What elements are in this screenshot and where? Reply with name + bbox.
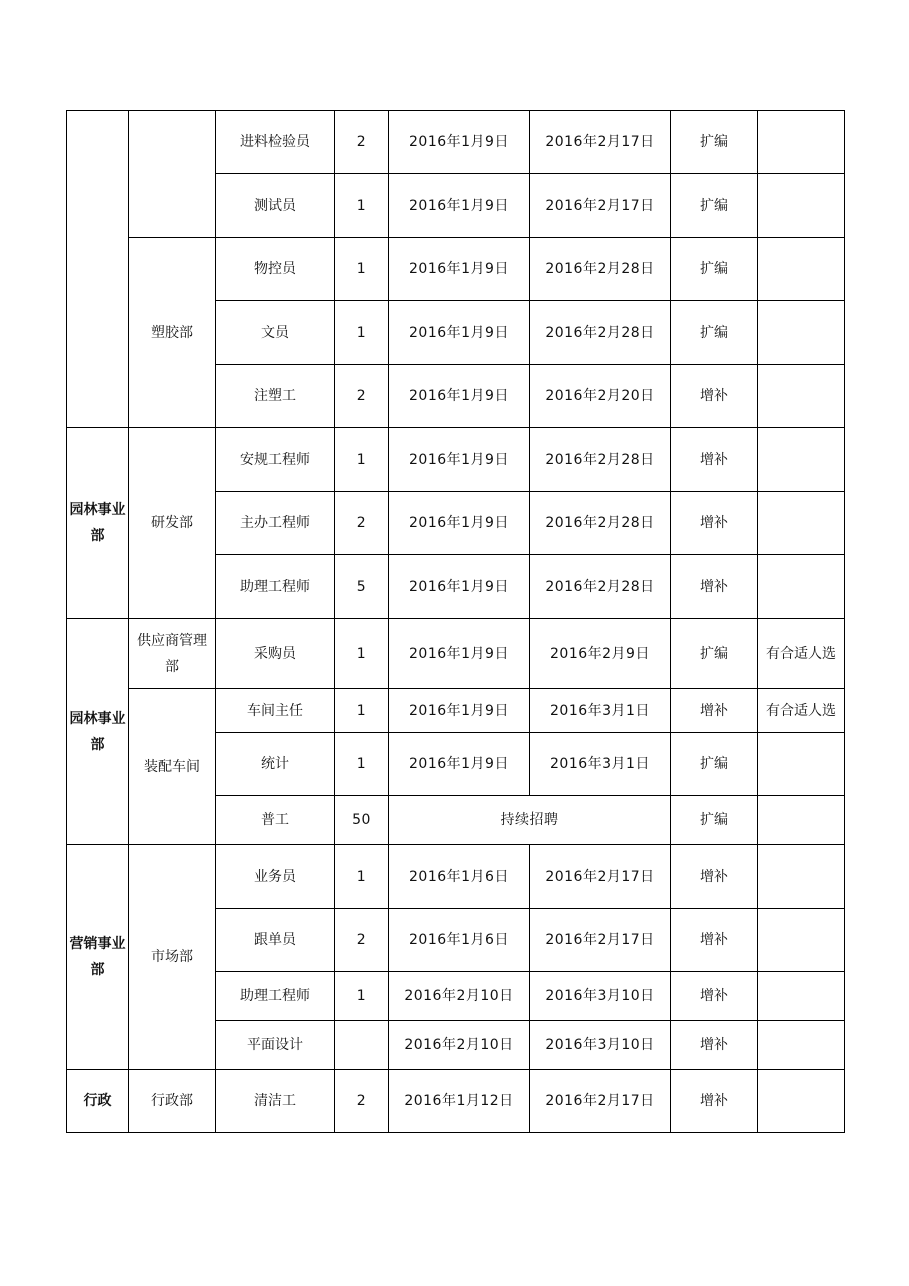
remarks-cell — [758, 365, 845, 428]
end-date-cell: 2016年2月28日 — [530, 492, 671, 555]
department-cell: 供应商管理部 — [129, 619, 216, 689]
end-date-cell: 2016年2月17日 — [530, 909, 671, 972]
table-body — [67, 111, 845, 1133]
division-cell: 营销事业部 — [67, 845, 129, 1070]
remarks-cell — [758, 238, 845, 301]
position-cell: 测试员 — [216, 174, 335, 238]
remarks-cell — [758, 301, 845, 365]
start-date-cell: 2016年1月9日 — [389, 301, 530, 365]
department-cell: 研发部 — [129, 428, 216, 619]
start-date-cell: 2016年1月9日 — [389, 111, 530, 174]
division-cell: 园林事业部 — [67, 619, 129, 845]
division-cell: 行政 — [67, 1070, 129, 1133]
hiring-type-cell: 扩编 — [671, 301, 758, 365]
headcount-cell: 1 — [335, 238, 389, 301]
remarks-cell — [758, 733, 845, 796]
department-cell — [129, 111, 216, 238]
position-cell: 清洁工 — [216, 1070, 335, 1133]
end-date-cell: 2016年2月28日 — [530, 555, 671, 619]
headcount-cell: 1 — [335, 428, 389, 492]
hiring-type-cell: 增补 — [671, 365, 758, 428]
end-date-cell: 2016年3月10日 — [530, 1021, 671, 1070]
remarks-cell — [758, 492, 845, 555]
remarks-cell — [758, 111, 845, 174]
end-date-cell: 2016年2月28日 — [530, 428, 671, 492]
department-cell: 市场部 — [129, 845, 216, 1070]
headcount-cell: 1 — [335, 174, 389, 238]
start-date-cell: 2016年1月9日 — [389, 555, 530, 619]
position-cell: 主办工程师 — [216, 492, 335, 555]
hiring-type-cell: 扩编 — [671, 174, 758, 238]
headcount-cell — [335, 1021, 389, 1070]
position-cell: 助理工程师 — [216, 555, 335, 619]
start-date-cell: 2016年1月9日 — [389, 689, 530, 733]
remarks-cell — [758, 174, 845, 238]
end-date-cell: 2016年2月17日 — [530, 111, 671, 174]
position-cell: 普工 — [216, 796, 335, 845]
table-row — [67, 1070, 845, 1133]
position-cell: 跟单员 — [216, 909, 335, 972]
remarks-cell — [758, 796, 845, 845]
headcount-cell: 50 — [335, 796, 389, 845]
hiring-type-cell: 增补 — [671, 909, 758, 972]
table-row — [67, 619, 845, 689]
remarks-cell — [758, 845, 845, 909]
table-row — [67, 845, 845, 909]
hiring-type-cell: 增补 — [671, 428, 758, 492]
table-row — [67, 238, 845, 301]
department-cell: 装配车间 — [129, 689, 216, 845]
headcount-cell: 1 — [335, 619, 389, 689]
remarks-cell — [758, 972, 845, 1021]
hiring-type-cell: 增补 — [671, 972, 758, 1021]
position-cell: 进料检验员 — [216, 111, 335, 174]
start-date-cell: 2016年1月9日 — [389, 365, 530, 428]
remarks-cell — [758, 909, 845, 972]
remarks-cell: 有合适人选 — [758, 619, 845, 689]
position-cell: 注塑工 — [216, 365, 335, 428]
department-cell: 行政部 — [129, 1070, 216, 1133]
hiring-type-cell: 扩编 — [671, 796, 758, 845]
hiring-type-cell: 扩编 — [671, 619, 758, 689]
headcount-cell: 5 — [335, 555, 389, 619]
headcount-cell: 1 — [335, 733, 389, 796]
hiring-type-cell: 增补 — [671, 555, 758, 619]
start-date-cell: 2016年1月6日 — [389, 909, 530, 972]
headcount-cell: 2 — [335, 492, 389, 555]
hiring-type-cell: 增补 — [671, 845, 758, 909]
hiring-type-cell: 扩编 — [671, 111, 758, 174]
end-date-cell: 2016年2月17日 — [530, 174, 671, 238]
end-date-cell: 2016年2月28日 — [530, 238, 671, 301]
remarks-cell — [758, 1070, 845, 1133]
table-row — [67, 111, 845, 174]
start-date-cell: 2016年1月9日 — [389, 733, 530, 796]
headcount-cell: 1 — [335, 972, 389, 1021]
position-cell: 文员 — [216, 301, 335, 365]
remarks-cell — [758, 1021, 845, 1070]
end-date-cell: 2016年3月1日 — [530, 733, 671, 796]
position-cell: 物控员 — [216, 238, 335, 301]
position-cell: 统计 — [216, 733, 335, 796]
start-date-cell: 2016年2月10日 — [389, 972, 530, 1021]
remarks-cell — [758, 428, 845, 492]
position-cell: 助理工程师 — [216, 972, 335, 1021]
recruitment-period-cell: 持续招聘 — [389, 796, 671, 845]
end-date-cell: 2016年2月9日 — [530, 619, 671, 689]
end-date-cell: 2016年2月17日 — [530, 845, 671, 909]
start-date-cell: 2016年1月12日 — [389, 1070, 530, 1133]
remarks-cell — [758, 555, 845, 619]
start-date-cell: 2016年1月9日 — [389, 428, 530, 492]
position-cell: 采购员 — [216, 619, 335, 689]
end-date-cell: 2016年2月20日 — [530, 365, 671, 428]
recruitment-table — [66, 110, 845, 1133]
headcount-cell: 1 — [335, 301, 389, 365]
hiring-type-cell: 增补 — [671, 1021, 758, 1070]
start-date-cell: 2016年1月9日 — [389, 492, 530, 555]
headcount-cell: 2 — [335, 1070, 389, 1133]
remarks-cell: 有合适人选 — [758, 689, 845, 733]
table-row — [67, 689, 845, 733]
table-row — [67, 428, 845, 492]
headcount-cell: 1 — [335, 845, 389, 909]
division-cell: 园林事业部 — [67, 428, 129, 619]
headcount-cell: 1 — [335, 689, 389, 733]
end-date-cell: 2016年2月28日 — [530, 301, 671, 365]
position-cell: 安规工程师 — [216, 428, 335, 492]
division-cell — [67, 111, 129, 428]
headcount-cell: 2 — [335, 909, 389, 972]
hiring-type-cell: 增补 — [671, 1070, 758, 1133]
hiring-type-cell: 增补 — [671, 492, 758, 555]
start-date-cell: 2016年1月6日 — [389, 845, 530, 909]
end-date-cell: 2016年3月1日 — [530, 689, 671, 733]
headcount-cell: 2 — [335, 365, 389, 428]
start-date-cell: 2016年1月9日 — [389, 174, 530, 238]
position-cell: 业务员 — [216, 845, 335, 909]
start-date-cell: 2016年1月9日 — [389, 619, 530, 689]
start-date-cell: 2016年1月9日 — [389, 238, 530, 301]
position-cell: 平面设计 — [216, 1021, 335, 1070]
headcount-cell: 2 — [335, 111, 389, 174]
end-date-cell: 2016年2月17日 — [530, 1070, 671, 1133]
position-cell: 车间主任 — [216, 689, 335, 733]
hiring-type-cell: 扩编 — [671, 733, 758, 796]
start-date-cell: 2016年2月10日 — [389, 1021, 530, 1070]
hiring-type-cell: 扩编 — [671, 238, 758, 301]
hiring-type-cell: 增补 — [671, 689, 758, 733]
department-cell: 塑胶部 — [129, 238, 216, 428]
end-date-cell: 2016年3月10日 — [530, 972, 671, 1021]
